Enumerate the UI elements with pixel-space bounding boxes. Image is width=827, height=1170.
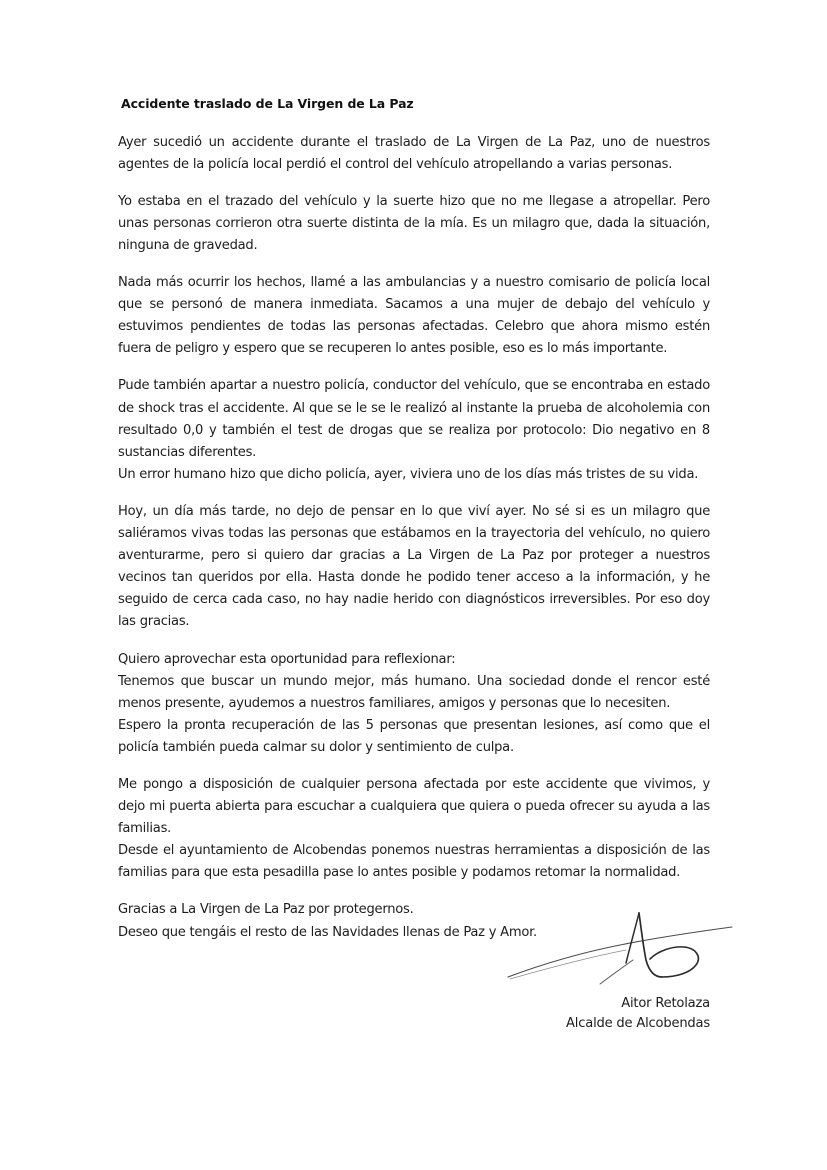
signature-caption — [330, 994, 710, 1034]
signatory-role: Alcalde de Alcobendas — [566, 1016, 710, 1031]
document-body — [118, 96, 710, 944]
paragraph-1: Ayer sucedió un accidente durante el traslado de La Virgen de La Paz, uno de nuestros agentes de la policía local perdió el control del vehículo atropellando a varias personas. — [118, 134, 710, 172]
paragraph-3: Nada más ocurrir los hechos, llamé a las ambulancias y a nuestro comisario de policía local que se personó de manera inmediata. Sacamos a una mujer de debajo del vehículo y estuvimos pendientes de todas las personas afectadas. Celebro que ahora mismo estén fuera de peligro y espero que se recuperen lo antes posible, eso es lo más importante. — [118, 275, 710, 357]
paragraph-spacer — [118, 759, 710, 774]
signature-block — [500, 905, 760, 1005]
signatory-name: Aitor Retolaza — [621, 996, 710, 1011]
paragraph-7-availability: Me pongo a disposición de cualquier persona afectada por este accidente que vivimos, y dejo mi puerta abierta para escuchar a cualquiera que quiera o pueda ofrecer su ayuda a las familias. — [118, 776, 710, 837]
page-title: Accidente traslado de La Virgen de La Paz — [121, 96, 414, 111]
handwritten-signature-icon — [500, 905, 760, 1005]
paragraph-6-body: Tenemos que buscar un mundo mejor, más humano. Una sociedad donde el rencor esté menos presente, ayudemos a nuestros familiares, amigos y personas que lo necesiten. — [118, 673, 710, 711]
paragraph-2: Yo estaba en el trazado del vehículo y la suerte hizo que no me llegase a atropellar. Pero unas personas corrieron otra suerte distinta de la mía. Es un milagro que, dada la situación, ninguna de gravedad. — [118, 193, 710, 253]
paragraph-6-intro: Quiero aprovechar esta oportunidad para reflexionar: — [118, 651, 456, 667]
closing-wishes-line: Deseo que tengáis el resto de las Navidades llenas de Paz y Amor. — [118, 924, 537, 940]
paragraph-spacer — [118, 486, 710, 501]
paragraph-7-council: Desde el ayuntamiento de Alcobendas ponemos nuestras herramientas a disposición de las familias para que esta pesadilla pase lo antes posible y podamos retomar la normalidad. — [118, 843, 710, 881]
paragraph-spacer — [118, 884, 710, 899]
paragraph-4-closing-line: Un error humano hizo que dicho policía, ayer, viviera uno de los días más tristes de su vida. — [118, 466, 699, 482]
paragraph-6-recovery: Espero la pronta recuperación de las 5 personas que presentan lesiones, así como que el policía también pueda calmar su dolor y sentimiento de culpa. — [118, 717, 710, 755]
paragraph-4: Pude también apartar a nuestro policía, conductor del vehículo, que se encontraba en estado de shock tras el accidente. Al que se le se le realizó al instante la prueba de alcoholemia con resultado 0,0 y también el test de drogas que se realiza por protocolo: Dio negativo en 8 sustancias diferentes. — [118, 378, 710, 460]
closing-thanks-line: Gracias a La Virgen de La Paz por protegernos. — [118, 902, 414, 918]
paragraph-5: Hoy, un día más tarde, no dejo de pensar en lo que viví ayer. No sé si es un milagro que saliéramos vivas todas las personas que estábamos en la trayectoria del vehículo, no quiero aventurarme, pero si quiero dar gracias a La Virgen de La Paz por proteger a nuestros vecinos tan queridos por ella. Hasta donde he podido tener acceso a la información, y he seguido de cerca cada caso, no hay nadie herido con diagnósticos irreversibles. Por eso doy las gracias. — [118, 503, 710, 630]
